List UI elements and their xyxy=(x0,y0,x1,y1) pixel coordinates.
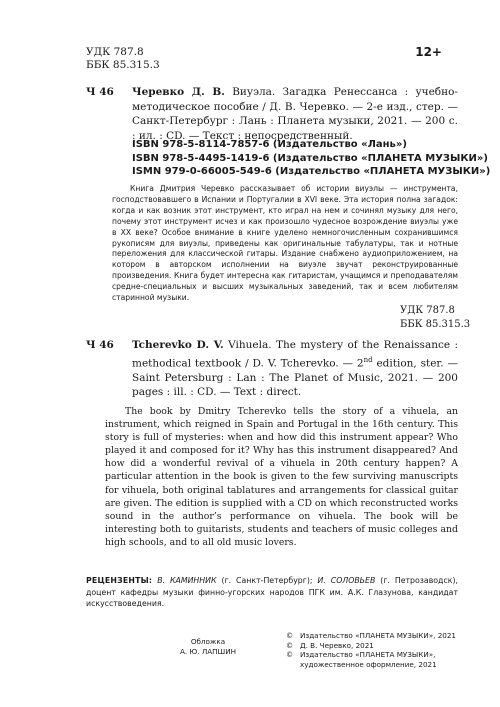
en-entry-text xyxy=(132,338,458,400)
en-abstract: The book by Dmitry Tcherevko tells the story of a vihuela, an instrument, which reigned in Spain and Portugal in the 16th century. This story is full of mysteries: when and how did this instrument appear? Who played it and composed for it? Why has this instrument disappeared? And how did a wonderful revival of a vihuela in 20th century happen? A particular attention in the book is given to the few surviving manuscripts for vihuela, both original tablatures and arrangements for classical guitar are given. The edition is supplied with a CD on which reconstructed works sound in the author’s performance on vihuela. The book will be interesting both to guitarists, students and teachers of music colleges and high schools, and to all old music lovers. xyxy=(105,406,458,548)
reviewer-2-details: (г. Петрозаводск), доцент кафедры музыки финно-угорских народов ПГК им. А.К. Глазунова, кандидат искусствоведения. xyxy=(86,576,458,608)
cover-credit xyxy=(180,637,236,656)
cover-designer: А. Ю. ЛАПШИН xyxy=(180,646,237,656)
top-bbk: ББК 85.315.3 xyxy=(86,59,160,71)
top-udk: УДК 787.8 xyxy=(86,46,144,58)
copyright-symbol: © xyxy=(286,631,294,640)
en-call-number: Ч 46 xyxy=(86,339,114,351)
ru-abstract: Книга Дмитрия Черевко рассказывает об истории виуэлы — инструмента, господствовавшего в Испании и Португалии в XVI веке. Эта история полна загадок: когда и как возник этот инструмент, кто играл на нем и сочинял музыку для него, почему этот инструмент исчез и как произошло чудесное возрождение виуэлы уже в XX веке? Особое внимание в книге уделено немногочисленным сохранившимся рукописям для виуэлы, приведены как оригинальные табулатуры, так и нотные переложения для классической гитары. Издание снабжено аудиоприложением, на котором в авторском исполнении на виуэле звучат реконструированные произведения. Книга будет интересна как гитаристам, учащимся и преподавателям средне-специальных и высших музыкальных заведений, так и всем любителям старинной музыки. xyxy=(112,184,458,303)
copyright-symbol: © xyxy=(286,640,294,650)
reviewer-2-name: И. СОЛОВЬЕВ xyxy=(317,576,376,585)
en-edition-superscript: nd xyxy=(363,355,373,364)
reviewers-block xyxy=(86,575,458,610)
copyright-text-1: Издательство «ПЛАНЕТА МУЗЫКИ», 2021 xyxy=(300,631,456,640)
ru-entry-description: Виуэла. Загадка Ренессанса : учебно-методическое пособие / Д. В. Черевко. — 2-е изд., стер. — Санкт-Петербург : Лань : Планета музыки, 2021. — 200 с. : ил. : CD. — Текст : непосредственный. xyxy=(132,86,458,142)
copyright-line-1 xyxy=(286,631,456,641)
copyright-line-3 xyxy=(286,650,456,660)
age-rating: 12+ xyxy=(415,45,442,59)
copyright-text-3b: художественное оформление, 2021 xyxy=(300,659,437,669)
copyright-symbol: © xyxy=(286,650,294,660)
isbn-line-1: ISBN 978-5-8114-7857-6 (Издательство «Лань») xyxy=(132,139,407,150)
ru-author: Черевко Д. В. xyxy=(132,86,225,98)
ru-entry-text xyxy=(132,85,458,143)
reviewers-label: РЕЦЕНЗЕНТЫ: xyxy=(86,576,153,585)
ru-call-number: Ч 46 xyxy=(86,86,114,98)
ismn-line: ISMN 979-0-66005-549-6 (Издательство «ПЛАНЕТА МУЗЫКИ») xyxy=(132,166,491,177)
ru-classification xyxy=(400,304,470,331)
isbn-block xyxy=(132,138,490,179)
cover-label: Обложка xyxy=(190,637,226,646)
copyright-block xyxy=(286,631,456,669)
en-entry-title-rest: edition, ster. — Saint Petersburg : Lan : The Planet of Music, 2021. — 200 pages : ill. : CD. — Text : direct. xyxy=(132,357,458,398)
top-udk-bbk xyxy=(86,46,160,72)
en-author: Tcherevko D. V. xyxy=(132,339,224,351)
ru-bbk: ББК 85.315.3 xyxy=(400,318,471,330)
ru-udk: УДК 787.8 xyxy=(400,305,455,316)
reviewer-1-place: (г. Санкт-Петербург); xyxy=(216,576,318,585)
copyright-line-2 xyxy=(286,641,456,651)
copyright-text-2: Д. В. Черевко, 2021 xyxy=(300,640,374,650)
en-entry-title: Vihuela. The mystery of the Renaissance : methodical textbook / D. V. Tcherevko. — 2 xyxy=(132,339,459,369)
isbn-line-2: ISBN 978-5-4495-1419-6 (Издательство «ПЛАНЕТА МУЗЫКИ») xyxy=(132,152,488,164)
copyright-text-3: Издательство «ПЛАНЕТА МУЗЫКИ», xyxy=(300,650,436,660)
reviewer-1-name: В. КАМИННИК xyxy=(157,576,217,585)
